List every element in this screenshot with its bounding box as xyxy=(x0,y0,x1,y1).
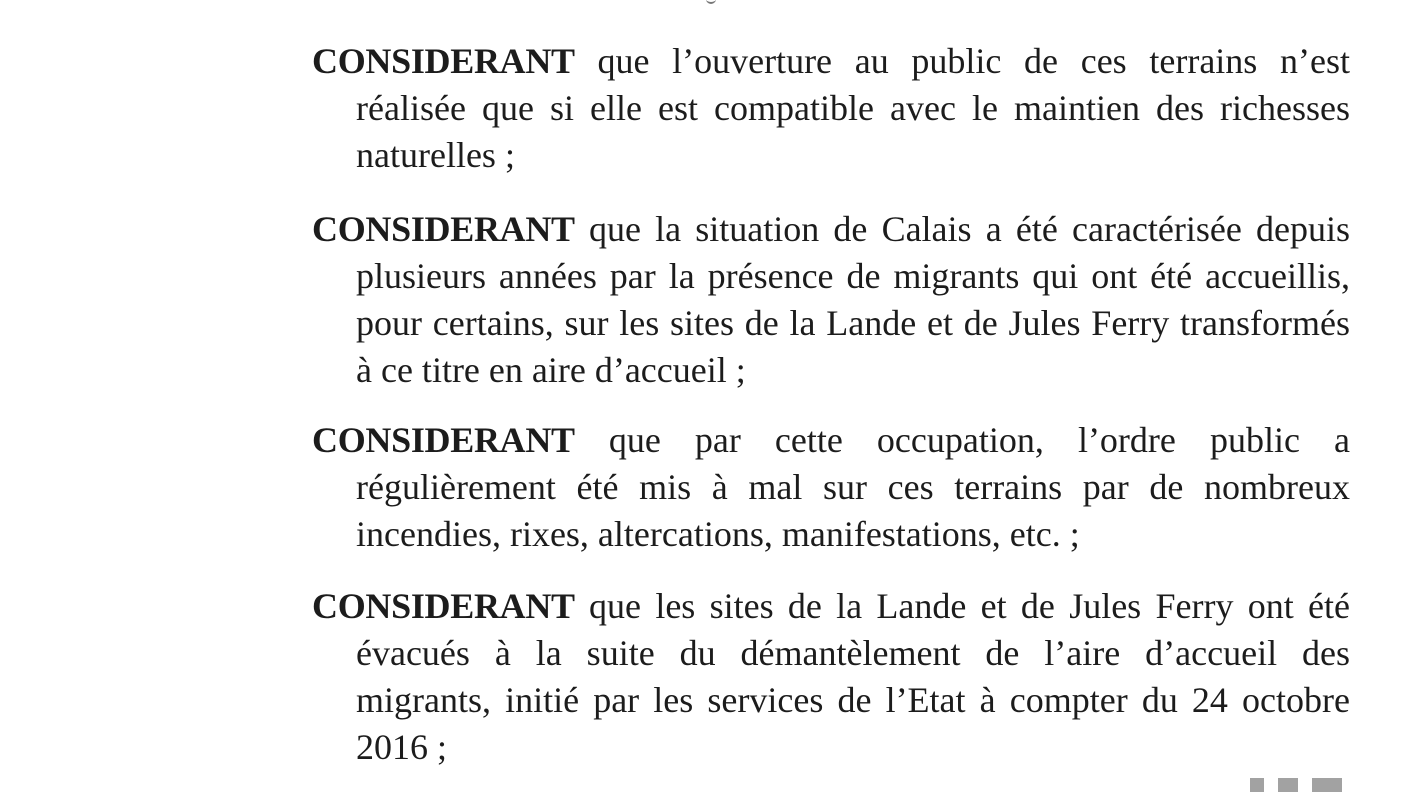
clause-text: que l’ouverture au public de ces terrains n’est réalisée que si elle est compatible avec le maintien des richesses naturelles ; xyxy=(356,41,1350,175)
clause-text: que la situation de Calais a été caractérisée depuis plusieurs années par la présence de migrants qui ont été accueillis, pour certains, sur les sites de la Lande et de Jules Ferry transformés à ce titre en aire d’accueil ; xyxy=(356,209,1351,390)
clause-lead: CONSIDERANT xyxy=(312,209,575,249)
clause-text: que les sites de la Lande et de Jules Ferry ont été évacués à la suite du démantèlement de l’aire d’accueil des migrants, initié par les services de l’Etat à compter du 24 octobre 2016 ; xyxy=(356,586,1350,767)
clause-lead: CONSIDERANT xyxy=(312,420,575,460)
considerant-clause-1 xyxy=(312,38,1350,179)
clause-text: que par cette occupation, l’ordre public a régulièrement été mis à mal sur ces terrains par de nombreux incendies, rixes, altercations, manifestations, etc. ; xyxy=(356,420,1351,554)
clause-lead: CONSIDERANT xyxy=(312,586,575,626)
considerant-clause-3 xyxy=(312,417,1350,558)
clause-lead: CONSIDERANT xyxy=(312,41,575,81)
considerant-clause-2 xyxy=(312,206,1350,394)
considerant-clause-4 xyxy=(312,583,1350,771)
page-mark-top xyxy=(706,0,716,4)
